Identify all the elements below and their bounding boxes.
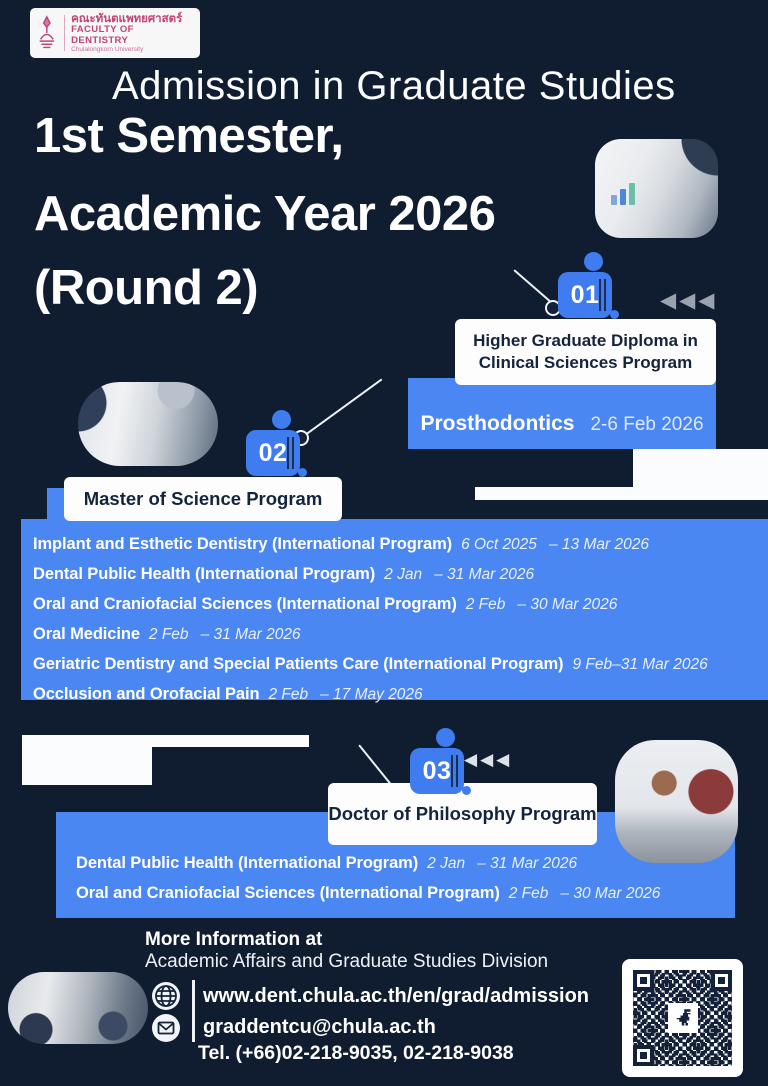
mail-icon [150, 1012, 182, 1044]
program-name: Oral and Craniofacial Sciences (International Program) [76, 884, 500, 902]
title-line-3: (Round 2) [34, 261, 259, 315]
program-row [33, 679, 762, 709]
section-03-title: Doctor of Philosophy Program [328, 803, 597, 824]
section-02-title: Master of Science Program [83, 488, 323, 509]
photo-charts-meeting [595, 139, 718, 238]
qr-finder-icon [711, 970, 732, 991]
poster-subtitle: Admission in Graduate Studies [112, 64, 676, 108]
program-dates: 2 Jan – 31 Mar 2026 [427, 855, 578, 872]
university-name: Chulalongkorn University [71, 45, 144, 53]
section-02-title-card [64, 477, 342, 521]
program-row [76, 878, 735, 908]
footer-divider [192, 980, 195, 1042]
program-dates: 2 Feb – 30 Mar 2026 [465, 596, 618, 613]
program-dates: 2 Feb – 30 Mar 2026 [508, 885, 661, 902]
triple-arrow-icon: ◀◀◀ [660, 288, 718, 312]
photo-group-meeting [8, 972, 148, 1044]
university-seal-icon [36, 14, 58, 52]
program-name: Oral Medicine [33, 625, 140, 643]
decorative-bar [22, 735, 309, 747]
photo-two-students [615, 740, 738, 863]
qr-code [622, 959, 743, 1077]
badge-number-01: 01 [558, 272, 612, 318]
program-dates: 2 Feb – 17 May 2026 [268, 686, 423, 703]
program-name: Oral and Craniofacial Sciences (International Program) [33, 595, 457, 613]
faculty-logo [30, 8, 200, 58]
qr-pattern [633, 970, 732, 1066]
decorative-block [633, 449, 768, 487]
badge-small-dot [610, 310, 619, 319]
program-name: Occlusion and Orofacial Pain [33, 685, 260, 703]
program-name: Dental Public Health (International Program) [33, 565, 376, 583]
telephone-numbers: Tel. (+66)02-218-9035, 02-218-9038 [198, 1042, 514, 1064]
program-row [33, 529, 762, 559]
faculty-name-en: FACULTY OF DENTISTRY [71, 24, 134, 46]
badge-small-dot [298, 468, 307, 477]
master-programs-box [21, 519, 768, 703]
photo-team-desk [78, 382, 218, 466]
decorative-bar [475, 487, 768, 500]
section-01-program-bar [408, 378, 716, 449]
website-url: www.dent.chula.ac.th/en/grad/admission [203, 985, 589, 1007]
badge-head-dot [584, 252, 603, 271]
program-row [33, 649, 762, 679]
badge-head-dot [436, 728, 455, 747]
program-row [33, 589, 762, 619]
program-name: Geriatric Dentistry and Special Patients Care (International Program) [33, 655, 564, 673]
decorative-block [22, 747, 152, 785]
section-badge-01 [552, 260, 626, 324]
qr-finder-icon [633, 970, 654, 991]
section-badge-02 [240, 418, 314, 482]
section-01-title-card [455, 319, 716, 385]
dino-logo-icon [668, 1003, 698, 1033]
program-name: Implant and Esthetic Dentistry (International Program) [33, 535, 453, 553]
logo-divider [64, 15, 65, 51]
title-line-2: Academic Year 2026 [34, 187, 496, 241]
more-information-label: More Information at [145, 929, 323, 950]
program-row [33, 559, 762, 589]
program-dates: 6 Oct 2025 – 13 Mar 2026 [461, 536, 649, 553]
faculty-name-thai: คณะทันตแพทยศาสตร์ [71, 13, 183, 26]
program-row [33, 619, 762, 649]
section-01-title: Higher Graduate Diploma in Clinical Sciences Program [473, 330, 698, 372]
program-dates: 2 Jan – 31 Mar 2026 [384, 566, 535, 583]
badge-number-03: 03 [410, 748, 464, 794]
badge-number-02: 02 [246, 430, 300, 476]
section-badge-03 [404, 736, 478, 800]
program-name: Prosthodontics [420, 412, 575, 435]
badge-small-dot [462, 786, 471, 795]
program-dates: 2 Feb – 31 Mar 2026 [148, 626, 301, 643]
program-name: Dental Public Health (International Program) [76, 854, 419, 872]
globe-icon [150, 980, 182, 1012]
mini-chart-decoration [611, 183, 635, 205]
program-dates: 9 Feb–31 Mar 2026 [572, 656, 708, 673]
title-line-1: 1st Semester, [34, 109, 344, 163]
email-address: graddentcu@chula.ac.th [203, 1016, 436, 1038]
qr-finder-icon [633, 1045, 654, 1066]
badge-head-dot [272, 410, 291, 429]
triple-arrow-icon: ◀◀◀ [464, 750, 513, 770]
program-dates: 2-6 Feb 2026 [590, 414, 704, 435]
division-name: Academic Affairs and Graduate Studies Division [145, 951, 549, 972]
